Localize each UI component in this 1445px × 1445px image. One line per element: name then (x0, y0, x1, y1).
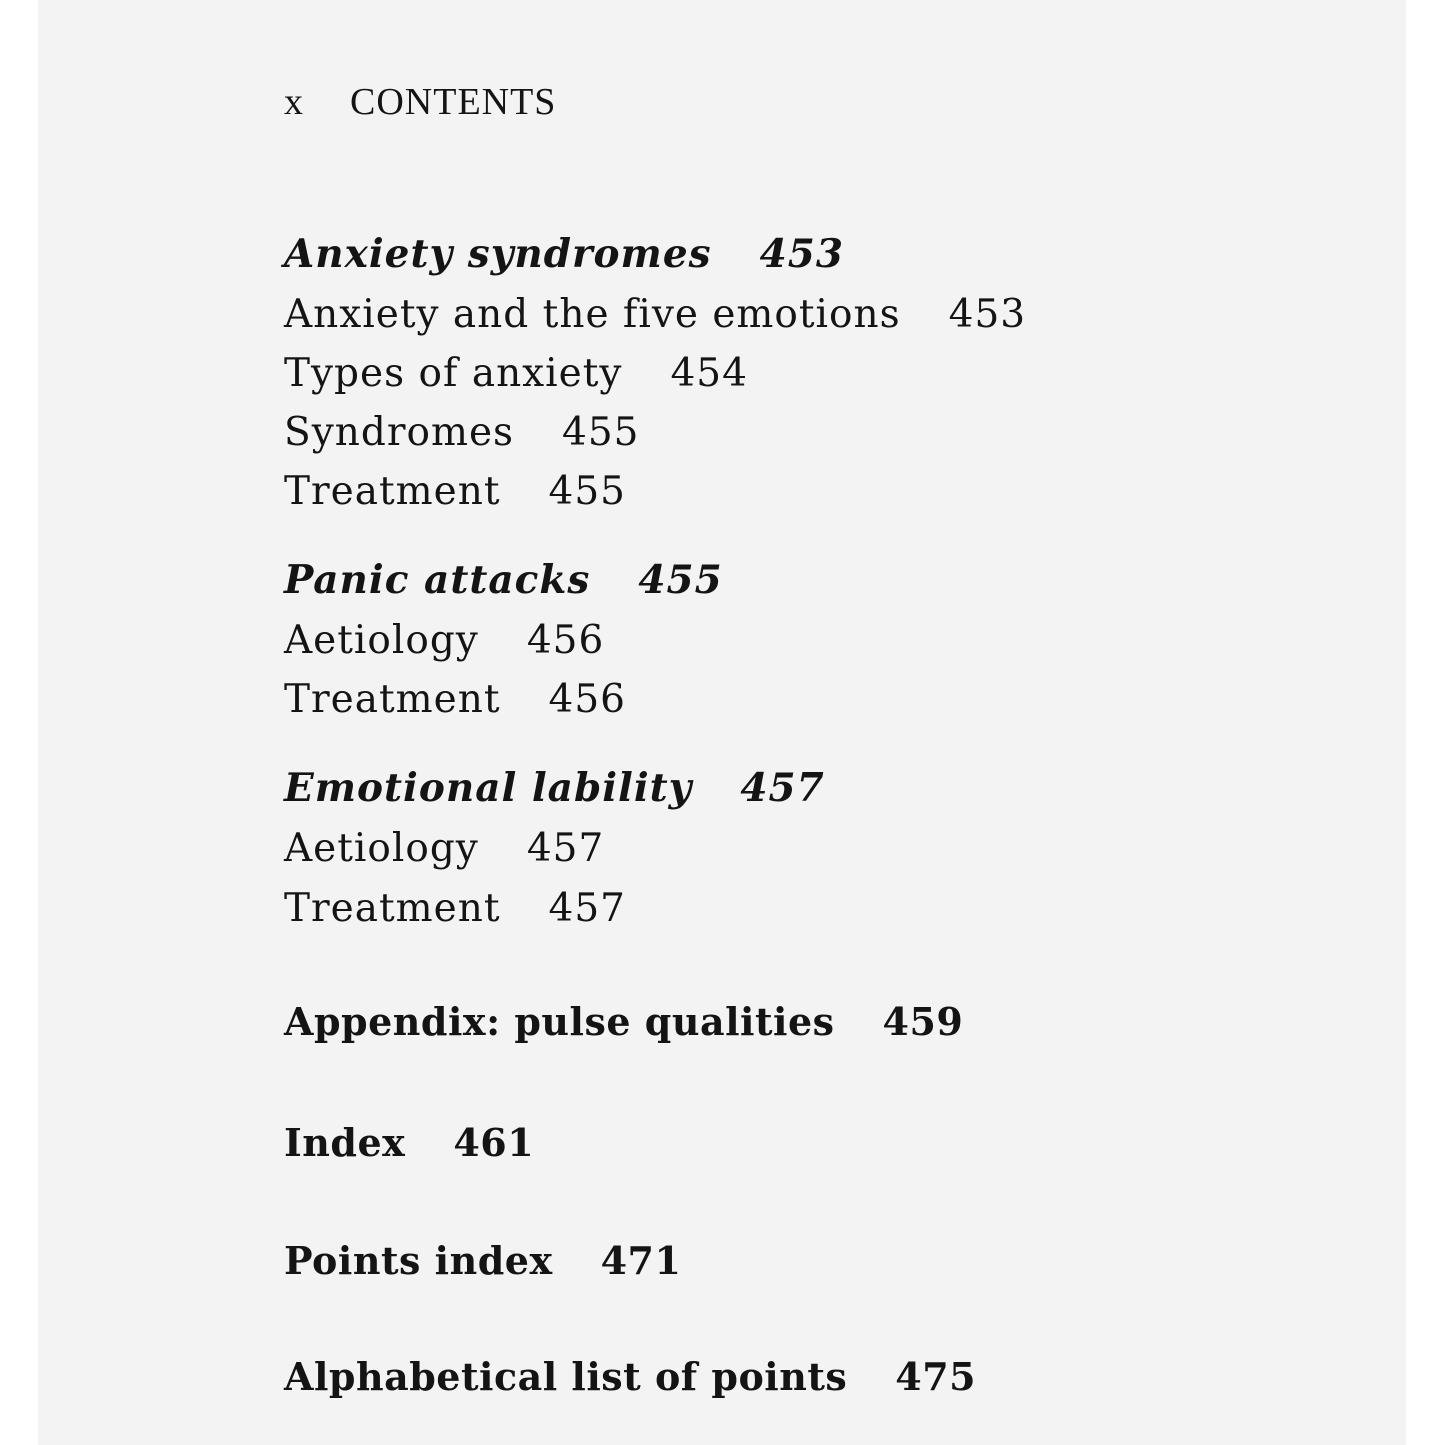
toc-page-number: 455 (548, 469, 626, 514)
toc-entry-label: Anxiety and the five emotions (284, 292, 901, 337)
toc-page-number: 455 (638, 557, 723, 603)
toc-page-number: 459 (882, 999, 964, 1044)
toc-entry-label: Treatment (284, 469, 501, 514)
toc-section-heading (284, 765, 825, 811)
toc-section-title: Anxiety syndromes (284, 231, 712, 277)
toc-page-number: 456 (526, 618, 605, 663)
toc-page-number: 453 (759, 231, 845, 277)
running-head (284, 80, 556, 124)
toc-main-entry (284, 999, 964, 1044)
toc-main-label: Points index (284, 1238, 553, 1283)
toc-entry-label: Treatment (284, 886, 501, 931)
toc-main-label: Appendix: pulse qualities (284, 999, 835, 1044)
toc-entry (284, 886, 626, 931)
toc-entry (284, 351, 748, 396)
toc-section-title: Panic attacks (284, 557, 591, 603)
page-folio: x (284, 81, 304, 123)
toc-main-entry (284, 1238, 682, 1283)
toc-page-number: 457 (526, 826, 605, 871)
toc-entry (284, 826, 605, 871)
toc-page-number: 454 (670, 351, 748, 396)
toc-page-number: 475 (895, 1354, 977, 1399)
toc-entry-label: Treatment (284, 677, 501, 722)
book-page (38, 0, 1406, 1445)
toc-section-title: Emotional lability (284, 765, 693, 811)
toc-main-entry (284, 1120, 535, 1165)
toc-page-number: 457 (740, 765, 825, 811)
toc-entry (284, 410, 640, 455)
toc-entry (284, 292, 1027, 337)
toc-entry-label: Aetiology (284, 618, 479, 663)
toc-entry-label: Types of anxiety (284, 351, 623, 396)
toc-page-number: 461 (453, 1120, 535, 1165)
toc-main-label: Alphabetical list of points (284, 1354, 848, 1399)
toc-section-heading (284, 231, 845, 277)
toc-page-number: 456 (548, 677, 626, 722)
toc-entry (284, 469, 626, 514)
toc-entry (284, 677, 626, 722)
toc-main-entry (284, 1354, 977, 1399)
toc-entry (284, 618, 605, 663)
toc-entry-label: Aetiology (284, 826, 479, 871)
toc-page-number: 455 (562, 410, 640, 455)
toc-page-number: 457 (548, 886, 626, 931)
page-title: CONTENTS (350, 81, 557, 123)
toc-main-label: Index (284, 1120, 406, 1165)
toc-section-heading (284, 557, 723, 603)
toc-entry-label: Syndromes (284, 410, 515, 455)
toc-page-number: 471 (600, 1238, 682, 1283)
toc-page-number: 453 (948, 292, 1027, 337)
